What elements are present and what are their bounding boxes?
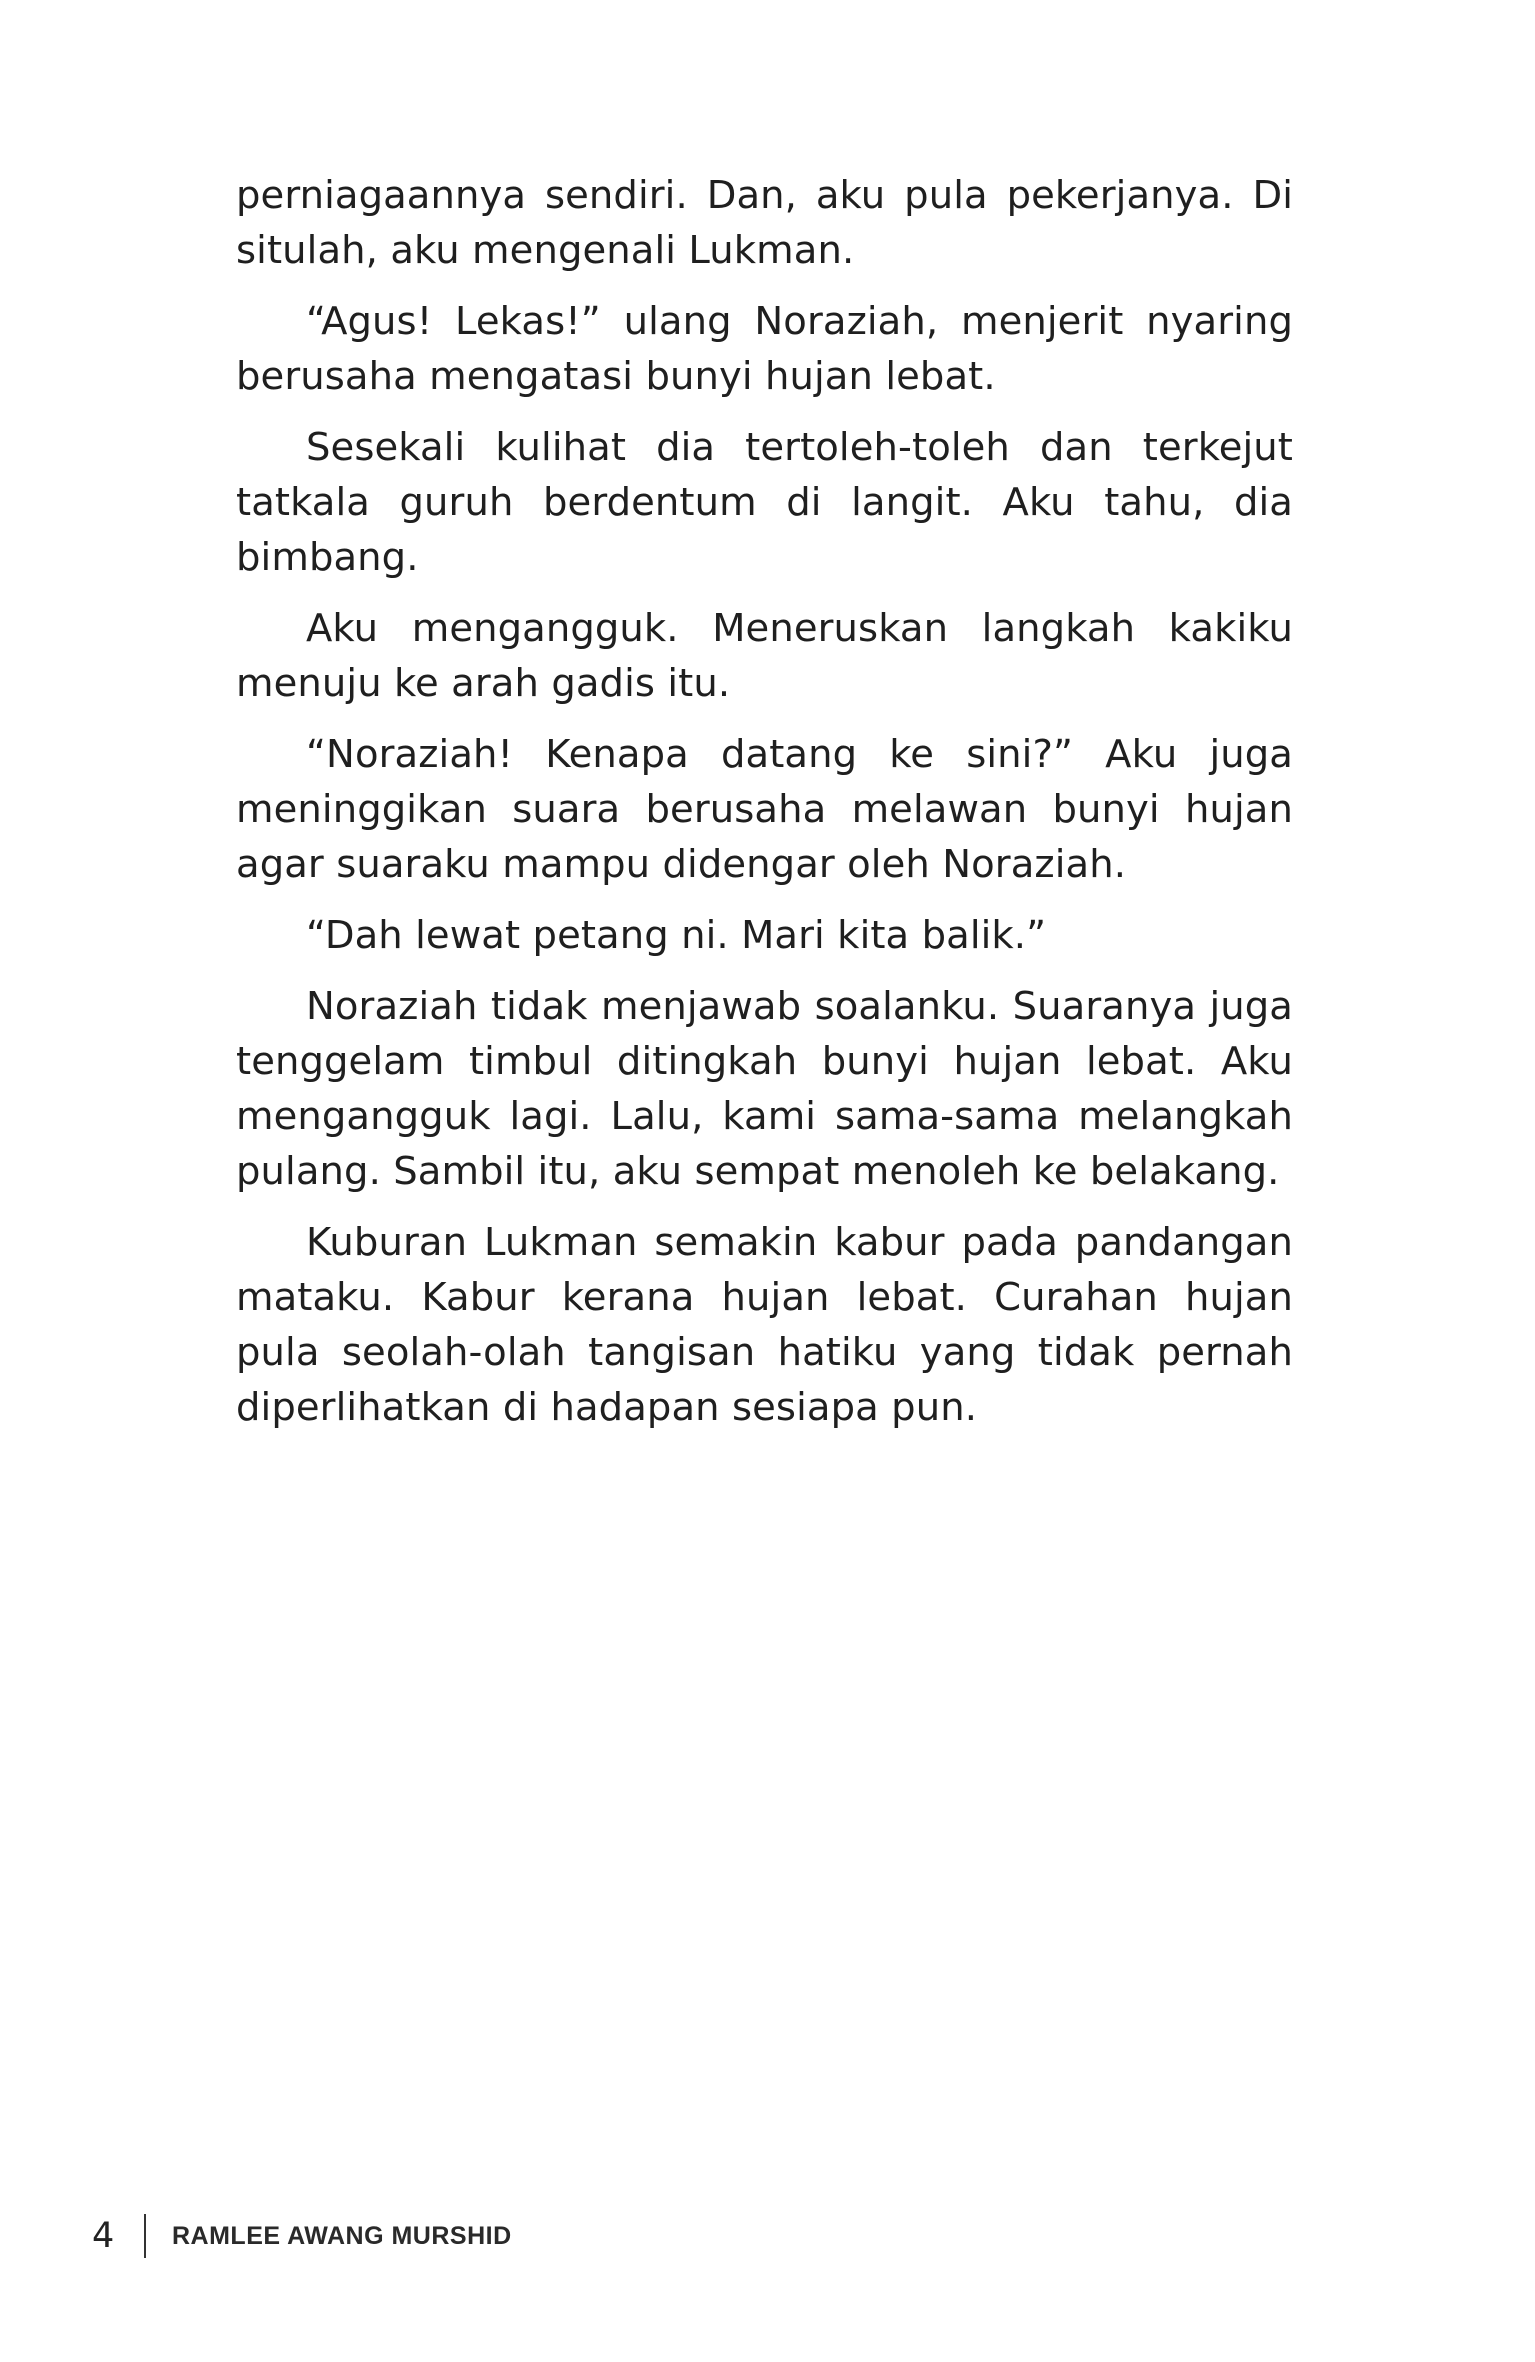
page-footer — [92, 2210, 512, 2262]
paragraph: Kuburan Lukman semakin kabur pada pandangan mataku. Kabur kerana hujan lebat. Curahan hujan pula seolah-olah tangisan hatiku yang tidak pernah diperlihatkan di hadapan sesiapa pun. — [236, 1220, 1293, 1430]
footer-divider — [144, 2214, 146, 2258]
paragraph: “Dah lewat petang ni. Mari kita balik.” — [306, 913, 1047, 958]
paragraph: “Noraziah! Kenapa datang ke sini?” Aku juga meninggikan suara berusaha melawan bunyi hujan agar suaraku mampu didengar oleh Noraziah. — [236, 732, 1293, 887]
paragraph: Sesekali kulihat dia tertoleh-toleh dan terkejut tatkala guruh berdentum di langit. Aku tahu, dia bimbang. — [236, 425, 1293, 580]
paragraph-continuation: perniagaannya sendiri. Dan, aku pula pekerjanya. Di situlah, aku mengenali Lukman. — [236, 173, 1293, 273]
body-text — [236, 168, 1293, 1451]
paragraph: Noraziah tidak menjawab soalanku. Suaranya juga tenggelam timbul ditingkah bunyi hujan lebat. Aku mengangguk lagi. Lalu, kami sama-sama melangkah pulang. Sambil itu, aku sempat menoleh ke belakang. — [236, 984, 1293, 1194]
paragraph: Aku mengangguk. Meneruskan langkah kakiku menuju ke arah gadis itu. — [236, 606, 1293, 706]
paragraph: “Agus! Lekas!” ulang Noraziah, menjerit nyaring berusaha mengatasi bunyi hujan lebat. — [236, 299, 1293, 399]
running-head-author: RAMLEE AWANG MURSHID — [172, 2221, 512, 2250]
page-number: 4 — [92, 2216, 115, 2256]
